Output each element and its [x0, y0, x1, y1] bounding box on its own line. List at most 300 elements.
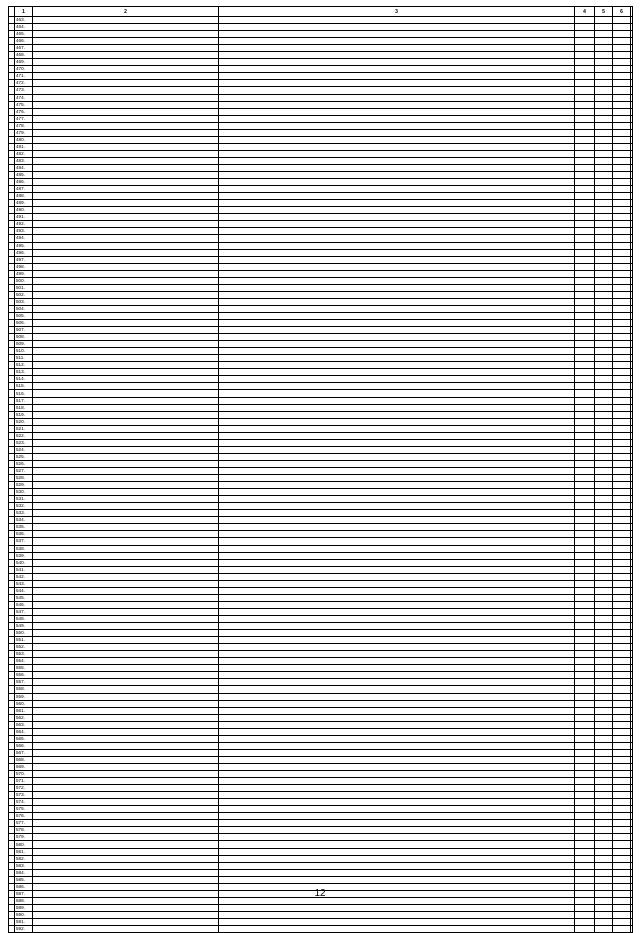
year-end-cell: [613, 38, 631, 45]
address-cell: [33, 305, 219, 312]
year-built-cell: [575, 383, 595, 390]
year-built-cell: [575, 489, 595, 496]
address-cell: [33, 291, 219, 298]
note-cell: [631, 122, 633, 129]
work-description-cell: [219, 312, 575, 319]
year-end-cell: [613, 334, 631, 341]
note-cell: [631, 538, 633, 545]
row-number-cell: 526.: [15, 460, 33, 467]
table-body: [9, 17, 633, 933]
year-end-cell: [613, 778, 631, 785]
table-row: [9, 59, 633, 66]
work-description-cell: [219, 256, 575, 263]
row-number-cell: 484.: [15, 164, 33, 171]
year-built-cell: [575, 559, 595, 566]
table-row: [9, 552, 633, 559]
table-row: [9, 200, 633, 207]
note-cell: [631, 637, 633, 644]
year-built-cell: [575, 59, 595, 66]
note-cell: [631, 87, 633, 94]
note-cell: [631, 841, 633, 848]
table-row: [9, 24, 633, 31]
year-end-cell: [613, 87, 631, 94]
work-description-cell: [219, 904, 575, 911]
year-built-cell: [575, 31, 595, 38]
year-end-cell: [613, 157, 631, 164]
year-start-cell: [595, 411, 613, 418]
address-cell: [33, 73, 219, 80]
address-cell: [33, 806, 219, 813]
address-cell: [33, 362, 219, 369]
year-built-cell: [575, 531, 595, 538]
table-row: [9, 841, 633, 848]
year-start-cell: [595, 489, 613, 496]
year-end-cell: [613, 503, 631, 510]
work-description-cell: [219, 658, 575, 665]
year-built-cell: [575, 425, 595, 432]
work-description-cell: [219, 573, 575, 580]
table-row: [9, 397, 633, 404]
year-start-cell: [595, 778, 613, 785]
year-start-cell: [595, 256, 613, 263]
note-cell: [631, 263, 633, 270]
table-row: [9, 623, 633, 630]
year-start-cell: [595, 284, 613, 291]
row-number-cell: 498.: [15, 263, 33, 270]
table-row: [9, 242, 633, 249]
year-start-cell: [595, 320, 613, 327]
year-end-cell: [613, 355, 631, 362]
table-row: [9, 580, 633, 587]
year-end-cell: [613, 101, 631, 108]
year-built-cell: [575, 172, 595, 179]
table-row: [9, 601, 633, 608]
table-row: [9, 270, 633, 277]
table-row: [9, 869, 633, 876]
year-built-cell: [575, 482, 595, 489]
year-start-cell: [595, 94, 613, 101]
page-number: 12: [314, 888, 326, 899]
address-cell: [33, 658, 219, 665]
year-end-cell: [613, 270, 631, 277]
row-number-cell: 495.: [15, 242, 33, 249]
year-end-cell: [613, 59, 631, 66]
year-built-cell: [575, 200, 595, 207]
note-cell: [631, 291, 633, 298]
note-cell: [631, 404, 633, 411]
address-cell: [33, 101, 219, 108]
note-cell: [631, 446, 633, 453]
address-cell: [33, 869, 219, 876]
address-cell: [33, 87, 219, 94]
address-cell: [33, 376, 219, 383]
work-description-cell: [219, 841, 575, 848]
year-start-cell: [595, 756, 613, 763]
row-number-cell: 522.: [15, 432, 33, 439]
year-built-cell: [575, 446, 595, 453]
year-built-cell: [575, 291, 595, 298]
note-cell: [631, 397, 633, 404]
year-built-cell: [575, 277, 595, 284]
table-row: [9, 771, 633, 778]
address-cell: [33, 186, 219, 193]
table-row: [9, 320, 633, 327]
year-built-cell: [575, 348, 595, 355]
note-cell: [631, 179, 633, 186]
row-number-cell: 499.: [15, 270, 33, 277]
address-cell: [33, 799, 219, 806]
year-built-cell: [575, 312, 595, 319]
note-cell: [631, 608, 633, 615]
year-end-cell: [613, 277, 631, 284]
year-end-cell: [613, 785, 631, 792]
table-row: [9, 453, 633, 460]
note-cell: [631, 376, 633, 383]
year-start-cell: [595, 503, 613, 510]
row-number-cell: 494.: [15, 235, 33, 242]
address-cell: [33, 157, 219, 164]
address-cell: [33, 876, 219, 883]
year-start-cell: [595, 439, 613, 446]
year-built-cell: [575, 594, 595, 601]
note-cell: [631, 320, 633, 327]
table-row: [9, 383, 633, 390]
year-start-cell: [595, 714, 613, 721]
address-cell: [33, 404, 219, 411]
year-start-cell: [595, 686, 613, 693]
work-description-cell: [219, 538, 575, 545]
note-cell: [631, 735, 633, 742]
year-end-cell: [613, 848, 631, 855]
address-cell: [33, 179, 219, 186]
address-cell: [33, 45, 219, 52]
note-cell: [631, 728, 633, 735]
work-description-cell: [219, 848, 575, 855]
note-cell: [631, 869, 633, 876]
year-built-cell: [575, 404, 595, 411]
year-start-cell: [595, 101, 613, 108]
work-description-cell: [219, 157, 575, 164]
row-number-cell: 513.: [15, 369, 33, 376]
year-built-cell: [575, 806, 595, 813]
work-description-cell: [219, 503, 575, 510]
work-description-cell: [219, 242, 575, 249]
note-cell: [631, 94, 633, 101]
row-number-cell: 502.: [15, 291, 33, 298]
work-description-cell: [219, 327, 575, 334]
year-built-cell: [575, 714, 595, 721]
year-built-cell: [575, 862, 595, 869]
note-cell: [631, 623, 633, 630]
table-row: [9, 756, 633, 763]
year-start-cell: [595, 31, 613, 38]
note-cell: [631, 439, 633, 446]
year-end-cell: [613, 418, 631, 425]
address-cell: [33, 136, 219, 143]
year-end-cell: [613, 496, 631, 503]
note-cell: [631, 228, 633, 235]
year-built-cell: [575, 742, 595, 749]
work-description-cell: [219, 439, 575, 446]
year-start-cell: [595, 348, 613, 355]
address-cell: [33, 284, 219, 291]
year-end-cell: [613, 552, 631, 559]
address-cell: [33, 820, 219, 827]
row-number-cell: 592.: [15, 926, 33, 933]
note-cell: [631, 834, 633, 841]
year-end-cell: [613, 207, 631, 214]
table-row: [9, 207, 633, 214]
note-cell: [631, 186, 633, 193]
work-description-cell: [219, 813, 575, 820]
year-built-cell: [575, 637, 595, 644]
work-description-cell: [219, 785, 575, 792]
year-end-cell: [613, 742, 631, 749]
year-built-cell: [575, 263, 595, 270]
table-row: [9, 73, 633, 80]
row-number-cell: 563.: [15, 721, 33, 728]
year-built-cell: [575, 679, 595, 686]
address-cell: [33, 503, 219, 510]
note-cell: [631, 284, 633, 291]
year-end-cell: [613, 658, 631, 665]
note-cell: [631, 38, 633, 45]
year-end-cell: [613, 369, 631, 376]
year-start-cell: [595, 228, 613, 235]
work-description-cell: [219, 228, 575, 235]
note-cell: [631, 707, 633, 714]
address-cell: [33, 52, 219, 59]
row-number-cell: 497.: [15, 256, 33, 263]
row-number-cell: 515.: [15, 383, 33, 390]
year-built-cell: [575, 249, 595, 256]
year-end-cell: [613, 439, 631, 446]
year-end-cell: [613, 876, 631, 883]
work-description-cell: [219, 601, 575, 608]
year-start-cell: [595, 334, 613, 341]
address-cell: [33, 623, 219, 630]
work-description-cell: [219, 334, 575, 341]
table-row: [9, 489, 633, 496]
note-cell: [631, 904, 633, 911]
works-table: [8, 6, 633, 933]
year-end-cell: [613, 771, 631, 778]
note-cell: [631, 496, 633, 503]
table-row: [9, 714, 633, 721]
row-number-cell: 532.: [15, 503, 33, 510]
year-start-cell: [595, 136, 613, 143]
note-cell: [631, 615, 633, 622]
table-row: [9, 468, 633, 475]
address-cell: [33, 298, 219, 305]
work-description-cell: [219, 150, 575, 157]
row-number-cell: 565.: [15, 735, 33, 742]
address-cell: [33, 552, 219, 559]
note-cell: [631, 806, 633, 813]
year-start-cell: [595, 45, 613, 52]
year-built-cell: [575, 841, 595, 848]
table-row: [9, 475, 633, 482]
year-start-cell: [595, 298, 613, 305]
year-start-cell: [595, 115, 613, 122]
row-number-cell: 527.: [15, 468, 33, 475]
row-number-cell: 586.: [15, 883, 33, 890]
year-built-cell: [575, 475, 595, 482]
year-end-cell: [613, 291, 631, 298]
year-end-cell: [613, 834, 631, 841]
table-row: [9, 919, 633, 926]
row-number-cell: 483.: [15, 157, 33, 164]
row-number-cell: 540.: [15, 559, 33, 566]
row-number-cell: 500.: [15, 277, 33, 284]
year-end-cell: [613, 623, 631, 630]
table-row: [9, 799, 633, 806]
work-description-cell: [219, 263, 575, 270]
year-start-cell: [595, 193, 613, 200]
year-built-cell: [575, 66, 595, 73]
table-row: [9, 277, 633, 284]
year-start-cell: [595, 390, 613, 397]
year-built-cell: [575, 24, 595, 31]
table-row: [9, 510, 633, 517]
year-start-cell: [595, 608, 613, 615]
row-number-cell: 561.: [15, 707, 33, 714]
note-cell: [631, 312, 633, 319]
row-number-cell: 536.: [15, 531, 33, 538]
row-number-cell: 558.: [15, 686, 33, 693]
address-cell: [33, 108, 219, 115]
table-row: [9, 52, 633, 59]
year-start-cell: [595, 397, 613, 404]
note-cell: [631, 531, 633, 538]
year-end-cell: [613, 665, 631, 672]
work-description-cell: [219, 17, 575, 24]
work-description-cell: [219, 862, 575, 869]
row-number-cell: 463.: [15, 17, 33, 24]
year-start-cell: [595, 38, 613, 45]
year-start-cell: [595, 693, 613, 700]
address-cell: [33, 489, 219, 496]
year-end-cell: [613, 17, 631, 24]
note-cell: [631, 468, 633, 475]
note-cell: [631, 700, 633, 707]
year-built-cell: [575, 904, 595, 911]
work-description-cell: [219, 122, 575, 129]
note-cell: [631, 510, 633, 517]
work-description-cell: [219, 362, 575, 369]
address-cell: [33, 249, 219, 256]
note-cell: [631, 270, 633, 277]
work-description-cell: [219, 651, 575, 658]
year-end-cell: [613, 686, 631, 693]
work-description-cell: [219, 453, 575, 460]
row-number-cell: 541.: [15, 566, 33, 573]
year-start-cell: [595, 200, 613, 207]
row-number-cell: 549.: [15, 623, 33, 630]
work-description-cell: [219, 418, 575, 425]
table-row: [9, 566, 633, 573]
year-start-cell: [595, 312, 613, 319]
year-built-cell: [575, 122, 595, 129]
work-description-cell: [219, 101, 575, 108]
address-cell: [33, 94, 219, 101]
year-start-cell: [595, 651, 613, 658]
year-end-cell: [613, 566, 631, 573]
year-built-cell: [575, 792, 595, 799]
work-description-cell: [219, 721, 575, 728]
year-built-cell: [575, 926, 595, 933]
table-row: [9, 876, 633, 883]
year-start-cell: [595, 418, 613, 425]
year-built-cell: [575, 376, 595, 383]
year-built-cell: [575, 390, 595, 397]
table-row: [9, 813, 633, 820]
year-built-cell: [575, 17, 595, 24]
address-cell: [33, 531, 219, 538]
note-cell: [631, 651, 633, 658]
year-start-cell: [595, 658, 613, 665]
year-start-cell: [595, 601, 613, 608]
year-start-cell: [595, 876, 613, 883]
year-start-cell: [595, 362, 613, 369]
work-description-cell: [219, 87, 575, 94]
note-cell: [631, 658, 633, 665]
year-end-cell: [613, 320, 631, 327]
year-built-cell: [575, 52, 595, 59]
row-number-cell: 469.: [15, 59, 33, 66]
row-number-cell: 517.: [15, 397, 33, 404]
row-number-cell: 486.: [15, 179, 33, 186]
address-cell: [33, 320, 219, 327]
year-start-cell: [595, 834, 613, 841]
note-cell: [631, 143, 633, 150]
row-number-cell: 556.: [15, 672, 33, 679]
year-end-cell: [613, 707, 631, 714]
row-number-cell: 468.: [15, 52, 33, 59]
table-row: [9, 404, 633, 411]
address-cell: [33, 256, 219, 263]
year-end-cell: [613, 228, 631, 235]
note-cell: [631, 644, 633, 651]
year-end-cell: [613, 559, 631, 566]
work-description-cell: [219, 136, 575, 143]
note-cell: [631, 545, 633, 552]
address-cell: [33, 129, 219, 136]
year-end-cell: [613, 52, 631, 59]
year-built-cell: [575, 256, 595, 263]
note-cell: [631, 24, 633, 31]
year-end-cell: [613, 66, 631, 73]
row-number-cell: 572.: [15, 785, 33, 792]
row-number-cell: 546.: [15, 601, 33, 608]
address-cell: [33, 439, 219, 446]
work-description-cell: [219, 348, 575, 355]
address-cell: [33, 756, 219, 763]
work-description-cell: [219, 714, 575, 721]
row-number-cell: 519.: [15, 411, 33, 418]
address-cell: [33, 17, 219, 24]
table-row: [9, 778, 633, 785]
row-number-cell: 506.: [15, 320, 33, 327]
table-row: [9, 312, 633, 319]
address-cell: [33, 693, 219, 700]
row-number-cell: 582.: [15, 855, 33, 862]
year-end-cell: [613, 242, 631, 249]
year-start-cell: [595, 841, 613, 848]
year-end-cell: [613, 200, 631, 207]
table-row: [9, 827, 633, 834]
address-cell: [33, 601, 219, 608]
